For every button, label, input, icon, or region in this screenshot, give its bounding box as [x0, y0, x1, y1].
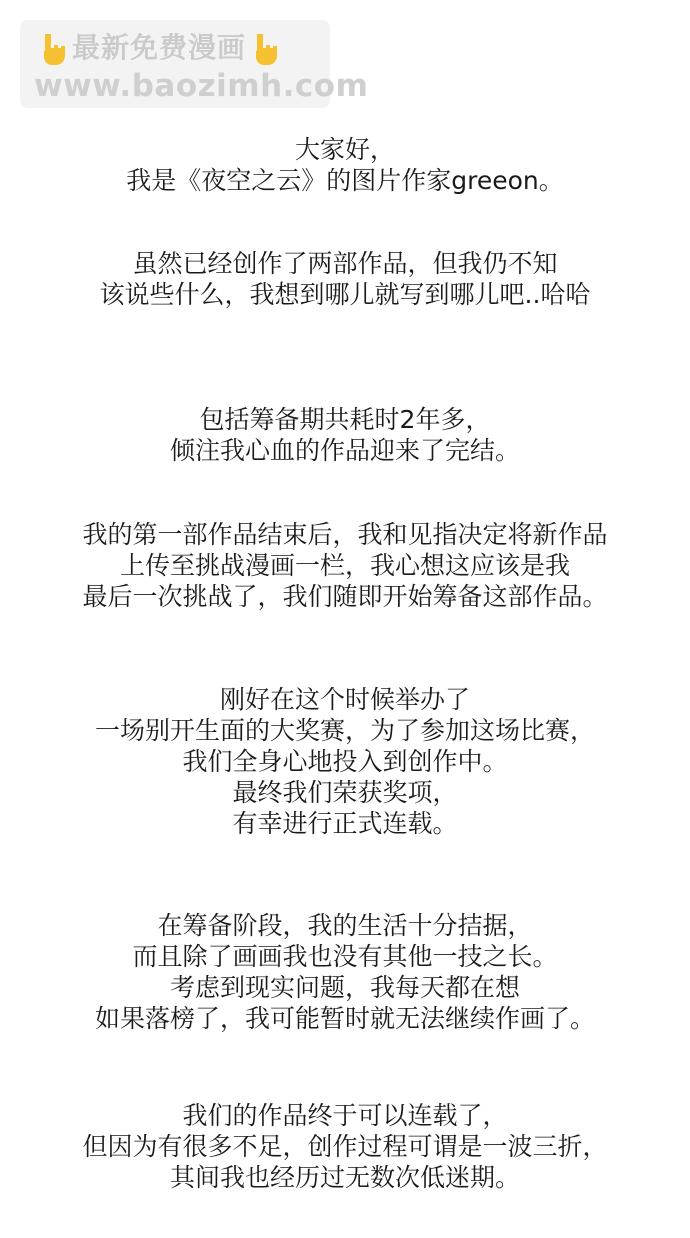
- text-line: 虽然已经创作了两部作品，但我仍不知: [132, 249, 558, 278]
- paragraph-contest: [0, 684, 690, 839]
- text-line: 考虑到现实问题，我每天都在想: [169, 973, 520, 1002]
- text-line: 我们的作品终于可以连载了，: [182, 1101, 508, 1130]
- pointing-down-hand-icon: [36, 30, 70, 66]
- text-line: 我的第一部作品结束后，我和见指决定将新作品: [82, 520, 608, 549]
- text-line: 而且除了画画我也没有其他一技之长。: [132, 942, 558, 971]
- text-line: 如果落榜了，我可能暂时就无法继续作画了。: [94, 1004, 595, 1033]
- text-line: 包括筹备期共耗时2年多，: [199, 405, 491, 434]
- text-line: 上传至挑战漫画一栏，我心想这应该是我: [119, 551, 570, 580]
- paragraph-completion: [0, 404, 690, 466]
- paragraph-intro: [0, 248, 690, 310]
- watermark: [20, 20, 369, 108]
- paragraph-greeting: [0, 134, 690, 196]
- text-line: 该说些什么，我想到哪儿就写到哪儿吧..哈哈: [99, 280, 591, 309]
- paragraph-serialization: [0, 1100, 690, 1193]
- text-line: 最终我们荣获奖项，: [232, 778, 458, 807]
- watermark-url: www.baozimh.com: [34, 68, 369, 104]
- text-line: 在筹备阶段，我的生活十分拮据，: [157, 911, 533, 940]
- text-line: 我是《夜空之云》的图片作家greeon。: [126, 166, 564, 195]
- text-line: 其间我也经历过无数次低迷期。: [169, 1163, 520, 1192]
- paragraph-challenge: [0, 519, 690, 612]
- text-line: 大家好，: [294, 135, 395, 164]
- paragraph-hardship: [0, 910, 690, 1034]
- text-line: 最后一次挑战了，我们随即开始筹备这部作品。: [82, 582, 608, 611]
- text-line: 一场别开生面的大奖赛，为了参加这场比赛，: [94, 716, 595, 745]
- text-line: 我们全身心地投入到创作中。: [182, 747, 508, 776]
- watermark-title: 最新免费漫画: [72, 31, 247, 64]
- pointing-down-hand-icon: [248, 30, 282, 66]
- text-line: 刚好在这个时候举办了: [219, 685, 470, 714]
- text-line: 有幸进行正式连载。: [232, 809, 458, 838]
- watermark-title-row: [34, 28, 320, 68]
- text-line: 倾注我心血的作品迎来了完结。: [169, 436, 520, 465]
- text-line: 但因为有很多不足，创作过程可谓是一波三折，: [82, 1132, 608, 1161]
